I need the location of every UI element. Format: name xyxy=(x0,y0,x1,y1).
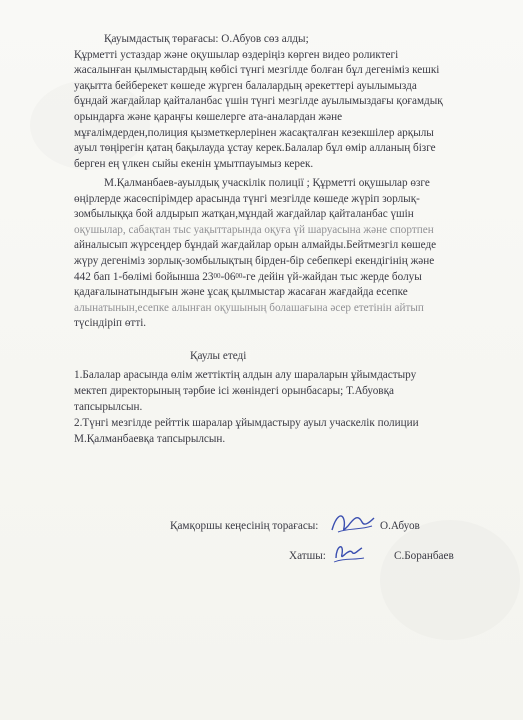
text-line: мұғалімдерден,полиция қызметкерлерінен жасақталған кезекшілер арқылы xyxy=(74,126,434,139)
time-start-sup: 00 xyxy=(213,271,221,280)
text-line: берген ең үлкен сыйы екенін ұмытпауымыз керек. xyxy=(74,157,314,170)
speaker1-heading: Қауымдастық төрағасы: О.Абуов сөз алды; xyxy=(104,33,309,45)
text-line: алынатынын,есепке алынған оқушының болашағына әсер ететінін айтып xyxy=(74,301,424,314)
speaker2-section xyxy=(74,176,484,332)
decree-title: Қаулы етеді xyxy=(190,350,247,362)
secretary-label: Хатшы: xyxy=(289,550,326,562)
chair-name: О.Абуов xyxy=(380,520,420,532)
law-suffix: -ге дейін үй-жайдан тыс жерде болуы xyxy=(242,270,422,283)
text-line: ауыл төңірегін қатаң бақылауда ұстау керек.Балалар бұл өмір алланың бізге xyxy=(74,142,436,155)
decree-item: М.Қалманбаевқа тапсырылсын. xyxy=(74,433,226,445)
text-line: түсіндіріп өтті. xyxy=(74,317,147,330)
text-line: айналысып жүрсеңдер бұндай жағдайлар орын алмайды.Бейтмезгіл көшеде xyxy=(74,239,437,252)
chair-label: Қамқоршы кеңесінің торағасы: xyxy=(170,520,319,532)
text-line: М.Қалманбаев-ауылдық учаскілік полиції ; Құрметті оқушылар өзге xyxy=(104,177,430,189)
secretary-name: С.Боранбаев xyxy=(394,550,454,562)
decree-item: мектеп директорының тәрбие ісі жөніндегі орынбасары; Т.Абуовқа xyxy=(74,385,394,397)
text-line: Құрметті устаздар және оқушылар өздеріңіз көрген видео роликтегі xyxy=(74,48,399,61)
speaker1-section xyxy=(74,32,484,172)
decree-item: 1.Балалар арасында өлім жеттіктің алдын алу шараларын ұйымдастыру xyxy=(74,369,417,381)
law-prefix: 442 бап 1-бөлімі бойынша 23 xyxy=(74,270,214,283)
decree-item: 2.Түнгі мезгілде рейттік шаралар ұйымдастыру ауыл учаскелік полиции xyxy=(74,417,419,429)
decree-list xyxy=(74,367,494,447)
text-line: оқушылар, сабақтан тыс уақыттарында оқуға үй шаруасына және спортпен xyxy=(74,223,434,236)
text-line: жасалынған қылмыстардың көбісі түнгі мезгілде болған бұл дегеніміз кешкі xyxy=(74,64,440,77)
text-line: қадағалынатындығын және ұсақ қылмыстар жасаған жағдайда есепке xyxy=(74,286,408,299)
law-line xyxy=(74,270,484,286)
text-line: зомбылыққа бой алдырып жатқан,мұндай жағдайлар қайталанбас үшін xyxy=(74,208,414,221)
text-line: бұндай жағдайлар қайталанбас үшін түнгі мезгілде ауылымыздағы қоғамдық xyxy=(74,95,443,108)
text-line: өңірлерде жасөспірімдер арасында түнгі мезгілде көшеде жүріп зорлық- xyxy=(74,192,420,205)
text-line: уақытта бейберекет көшеде жүрген балалардың әрекеттері ауылымызда xyxy=(74,79,417,92)
text-line: орындарға және қараңғы көшелерге ата-аналардан және xyxy=(74,110,343,123)
secretary-signature-icon xyxy=(330,538,366,566)
time-mid: -06 xyxy=(220,270,236,283)
time-end-sup: 00 xyxy=(235,271,243,280)
paper-stain xyxy=(380,520,520,640)
text-line: жүру дегеніміз зорлық-зомбылықтың бірден-бір себепкері екендігінің және xyxy=(74,254,435,267)
chair-signature-icon xyxy=(328,508,378,538)
decree-item: тапсырылсын. xyxy=(74,401,143,413)
